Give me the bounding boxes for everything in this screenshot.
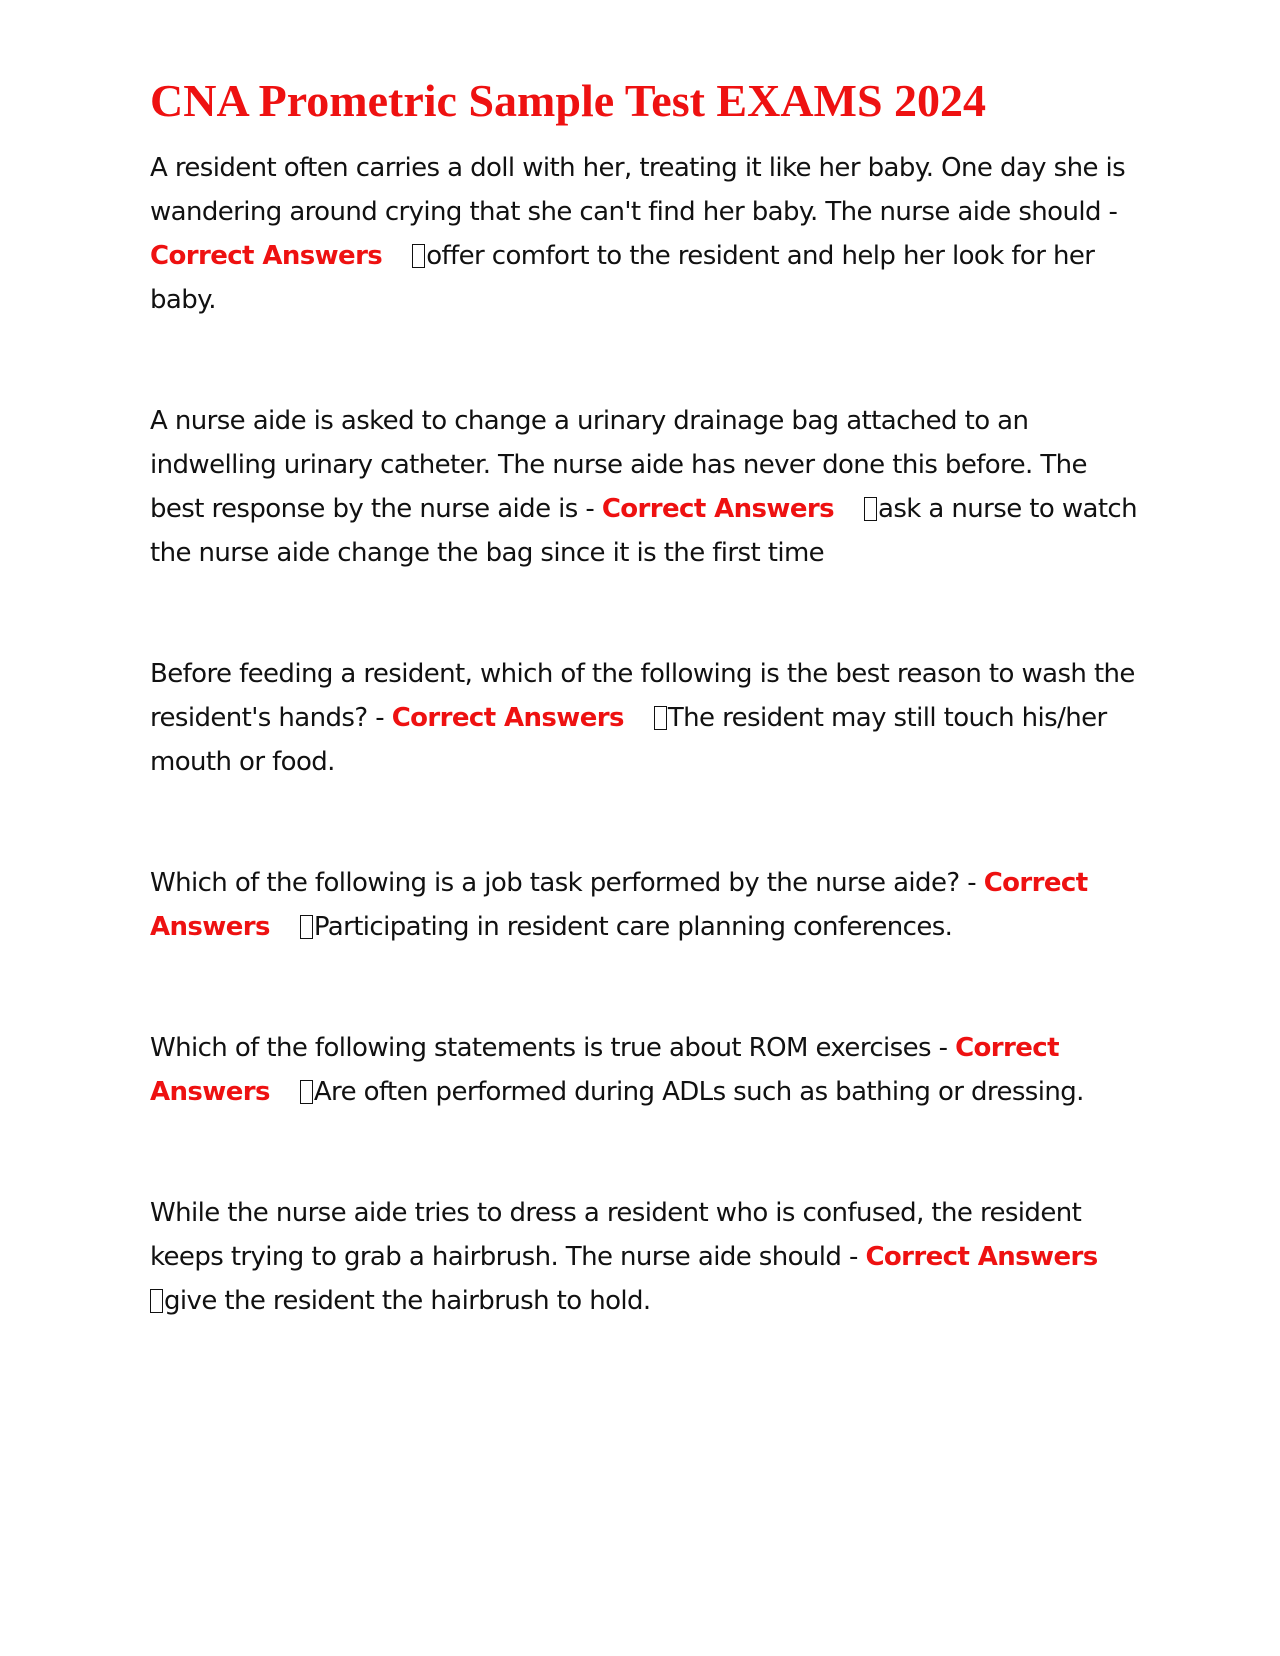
answer-text: offer comfort to the resident and help her look for her baby. bbox=[150, 241, 1095, 315]
answer-text: ask a nurse to watch the nurse aide change the bag since it is the first time bbox=[150, 494, 1137, 568]
correct-answers-label: Correct Answers bbox=[391, 703, 624, 733]
qa-item bbox=[150, 1026, 1140, 1114]
question-text: Which of the following is a job task performed by the nurse aide? - bbox=[150, 868, 977, 898]
correct-answers-label: Correct Answers bbox=[150, 868, 1088, 942]
correct-answers-label: Correct Answers bbox=[150, 241, 383, 271]
question-text: Which of the following statements is true about ROM exercises - bbox=[150, 1033, 948, 1063]
answer-text: Are often performed during ADLs such as bathing or dressing. bbox=[313, 1077, 1084, 1107]
qa-item bbox=[150, 861, 1140, 949]
question-text: Before feeding a resident, which of the following is the best reason to wash the resident's hands? - bbox=[150, 659, 1135, 733]
missing-glyph-icon bbox=[412, 244, 425, 268]
qa-item bbox=[150, 399, 1140, 575]
missing-glyph-icon bbox=[654, 706, 667, 730]
document-title: CNA Prometric Sample Test EXAMS 2024 bbox=[150, 75, 987, 126]
correct-answers-label: Correct Answers bbox=[601, 494, 834, 524]
answer-text: Participating in resident care planning conferences. bbox=[313, 912, 953, 942]
missing-glyph-icon bbox=[864, 497, 877, 521]
qa-item bbox=[150, 146, 1140, 322]
qa-item bbox=[150, 1191, 1140, 1323]
document-page bbox=[150, 70, 1140, 1400]
correct-answers-label: Correct Answers bbox=[150, 1033, 1059, 1107]
answer-text: give the resident the hairbrush to hold. bbox=[164, 1286, 651, 1316]
answer-text: The resident may still touch his/her mouth or food. bbox=[150, 703, 1107, 777]
question-text: While the nurse aide tries to dress a resident who is confused, the resident keeps trying to grab a hairbrush. The nurse aide should - bbox=[150, 1198, 1082, 1272]
qa-item bbox=[150, 652, 1140, 784]
missing-glyph-icon bbox=[300, 915, 313, 939]
missing-glyph-icon bbox=[300, 1080, 313, 1104]
question-text: A nurse aide is asked to change a urinary drainage bag attached to an indwelling urinary catheter. The nurse aide has never done this before. The best response by the nurse aide is - bbox=[150, 406, 1087, 524]
question-text: A resident often carries a doll with her, treating it like her baby. One day she is wandering around crying that she can't find her baby. The nurse aide should - bbox=[150, 153, 1126, 227]
missing-glyph-icon bbox=[150, 1289, 163, 1313]
correct-answers-label: Correct Answers bbox=[865, 1242, 1098, 1272]
